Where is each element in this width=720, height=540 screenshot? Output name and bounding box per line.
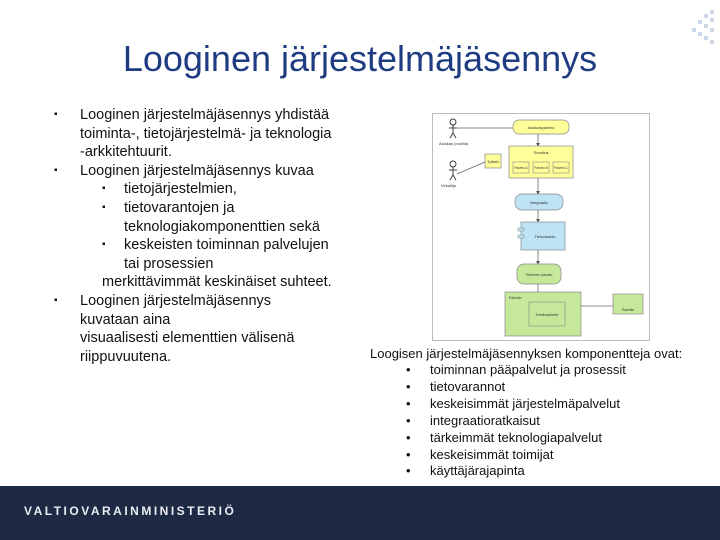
- actor-figure-icon: [449, 119, 457, 138]
- inner-node-label: Sovelluspalvelin: [535, 313, 559, 317]
- bullet-line: tai prosessien: [124, 255, 214, 272]
- list-item-text: integraatioratkaisut: [430, 412, 540, 428]
- bullet-item: [54, 106, 374, 162]
- square-bullet-icon: ▪: [54, 294, 58, 306]
- component-tab-icon: [518, 228, 524, 231]
- square-bullet-icon: ▪: [102, 201, 106, 213]
- ui-label: Palvelu B: [534, 166, 548, 170]
- list-item-text: käyttäjärajapinta: [430, 463, 525, 479]
- bullet-continuation: merkittävimmät keskinäiset suhteet.: [102, 274, 332, 291]
- list-item-text: keskeisimmät järjestelmäpalvelut: [430, 395, 621, 411]
- list-item-text: tärkeimmät teknologiapalvelut: [430, 429, 602, 445]
- sub-bullet-item: [54, 199, 374, 236]
- business-service-label: Asiakaspalvelu: [527, 125, 555, 130]
- dot-bullet-icon: •: [406, 378, 411, 394]
- square-bullet-icon: ▪: [102, 239, 106, 251]
- diagram-svg: [433, 114, 649, 340]
- slide-title: Looginen järjestelmäjäsennys: [122, 38, 598, 79]
- node-label: Palvelin: [509, 296, 522, 300]
- list-item: [400, 413, 626, 430]
- bullet-line: Looginen järjestelmäjäsennys kuvaa: [80, 162, 314, 179]
- node-label: Palvelin: [621, 308, 635, 312]
- actor-label: Asiakas (roolilla): [439, 141, 469, 146]
- bullet-line: riippuvuutena.: [80, 348, 172, 365]
- sub-bullet-item: [54, 180, 374, 199]
- bullet-item: [54, 162, 374, 181]
- bullet-line: toiminta-, tietojärjestelmä- ja teknologia: [80, 125, 332, 142]
- bullet-list: [54, 106, 374, 366]
- bullet-item: [54, 292, 374, 366]
- bullet-line: visuaalisesti elementtien välisenä: [80, 330, 295, 347]
- bullet-line: -arkkitehtuurit.: [80, 144, 172, 161]
- application-label: Sovellus: [533, 150, 549, 155]
- list-item: [400, 430, 626, 447]
- bullet-line: keskeisten toiminnan palvelujen: [124, 237, 329, 254]
- square-bullet-icon: ▪: [54, 164, 58, 176]
- bullet-line: tietojärjestelmien,: [124, 181, 237, 198]
- technology-service-label: Tekninen palvelu: [525, 273, 553, 277]
- bullet-line: teknologiakomponenttien sekä: [124, 218, 320, 235]
- component-list: [400, 362, 626, 480]
- dot-bullet-icon: •: [406, 412, 411, 428]
- ui-label: Palvelu A: [514, 166, 528, 170]
- ui-label: Palvelu C: [554, 166, 568, 170]
- bullet-line: kuvataan aina: [80, 311, 171, 328]
- sub-bullet-item: [54, 236, 374, 273]
- list-item: [400, 396, 626, 413]
- dot-bullet-icon: •: [406, 395, 411, 411]
- list-item: [400, 447, 626, 464]
- dot-bullet-icon: •: [406, 429, 411, 445]
- list-item-text: keskeisimmät toimijat: [430, 446, 554, 462]
- square-bullet-icon: ▪: [102, 183, 106, 195]
- dot-bullet-icon: •: [406, 463, 411, 479]
- component-caption: Loogisen järjestelmäjäsennyksen komponentteja ovat:: [370, 346, 683, 361]
- data-label: Tietovaranto: [534, 235, 556, 239]
- bullet-line: Looginen järjestelmäjäsennys yhdistää: [80, 107, 330, 123]
- list-item-text: toiminnan pääpalvelut ja prosessit: [430, 362, 626, 377]
- bullet-line: tietovarantojen ja: [124, 199, 235, 216]
- dot-bullet-icon: •: [406, 362, 411, 377]
- connector-line: [457, 162, 485, 174]
- list-item: [400, 463, 626, 480]
- integration-label: Integraatio: [530, 201, 548, 205]
- architecture-diagram-thumbnail: [432, 113, 650, 341]
- ministry-logo-text: VALTIOVARAINMINISTERIÖ: [24, 504, 237, 518]
- list-item: [400, 379, 626, 396]
- corner-dots-decoration: [678, 8, 714, 48]
- tool-label: Työkalu: [487, 160, 499, 164]
- list-item-text: tietovarannot: [430, 378, 506, 394]
- square-bullet-icon: ▪: [54, 109, 58, 120]
- list-item: [400, 362, 626, 379]
- actor-label: Virkailija: [441, 183, 456, 188]
- dot-bullet-icon: •: [406, 446, 411, 462]
- bullet-line: Looginen järjestelmäjäsennys: [80, 292, 272, 309]
- component-tab-icon: [518, 235, 524, 238]
- footer-bar: [0, 486, 720, 540]
- actor-figure-icon: [449, 161, 457, 180]
